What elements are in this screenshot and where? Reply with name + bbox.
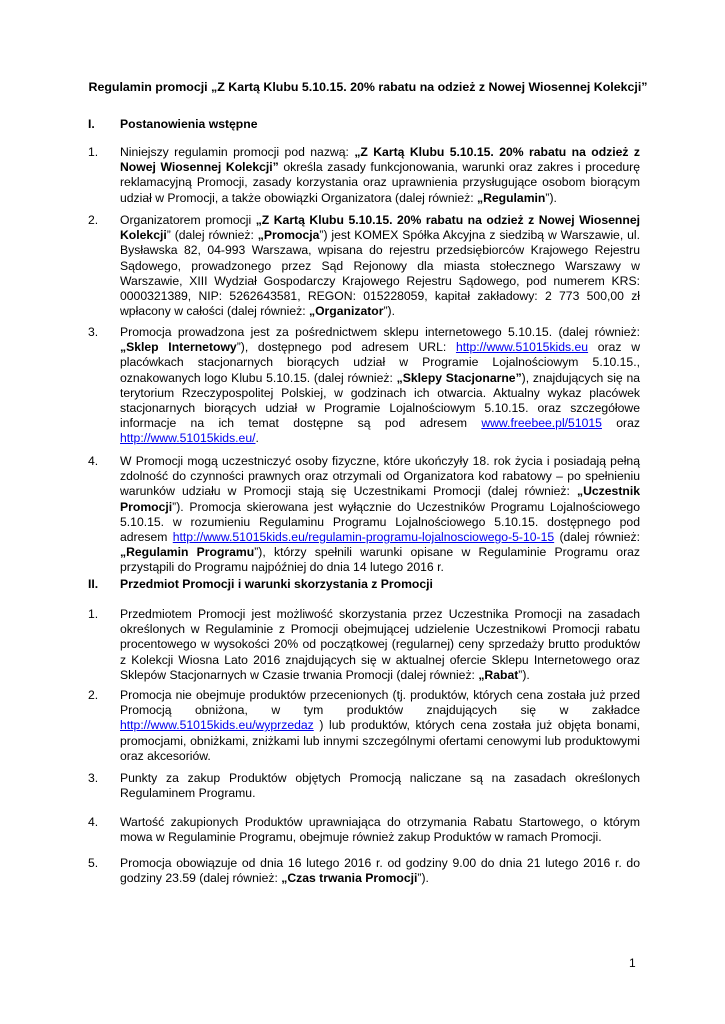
paragraph-text: Promocja prowadzona jest za pośrednictwem sklepu internetowego 5.10.15. (dalej również: „Sklep Internetowy”), dostępnego pod adresem URL: http://www.51015kids.eu oraz w placówkach stacjonarnych biorących udział w Programie Lojalnościowym 5.10.15., oznakowanych logo Klubu 5.10.15. (dalej również: „Sklepy Stacjonarne”), znajdujących się na terytorium Rzeczypospolitej Polskiej, w godzinach ich otwarcia. Aktualny wykaz placówek stacjonarnych biorących udział w Programie Lojalnościowym 5.10.15. oraz szczegółowe informacje na ich temat dostępne są pod adresem www.freebee.pl/51015 oraz http://www.51015kids.eu/. — [120, 325, 640, 446]
document-title: Regulamin promocji „Z Kartą Klubu 5.10.15. 20% rabatu na odzież z Nowej Wiosennej Kolekcji” — [88, 80, 648, 94]
section-title: Postanowienia wstępne — [120, 117, 258, 131]
paragraph-text: Punkty za zakup Produktów objętych Promocją naliczane są na zasadach określonych Regulaminem Programu. — [120, 771, 640, 801]
paragraph-number: 3. — [88, 325, 99, 339]
paragraph-2-2 — [88, 688, 640, 764]
paragraph-2-5 — [88, 856, 640, 886]
paragraph-1-4 — [88, 454, 640, 576]
paragraph-1-3 — [88, 325, 640, 447]
page-number: 1 — [629, 956, 636, 970]
shop-link[interactable]: http://www.51015kids.eu — [455, 340, 589, 355]
paragraph-1-1 — [88, 145, 640, 206]
paragraph-text: Niniejszy regulamin promocji pod nazwą: „Z Kartą Klubu 5.10.15. 20% rabatu na odzież z Nowej Wiosennej Kolekcji” określa zasady funkcjonowania, warunki oraz zakres i procedurę reklamacyjną Promocji, zasady korzystania oraz uprawnienia przysługujące osobom biorącym udział w Promocji, a także obowiązki Organizatora (dalej również: „Regulamin”). — [120, 145, 641, 205]
sale-link[interactable]: http://www.51015kids.eu/wyprzedaz — [120, 718, 314, 733]
freebee-link[interactable]: www.freebee.pl/51015 — [481, 416, 602, 431]
paragraph-text: Wartość zakupionych Produktów uprawniająca do otrzymania Rabatu Startowego, o którym mowa w Regulaminie Programu, obejmuje również zakup Produktów w ramach Promocji. — [120, 815, 640, 845]
paragraph-2-4 — [88, 815, 640, 845]
section-number: I. — [88, 117, 95, 131]
paragraph-number: 1. — [88, 607, 99, 621]
paragraph-text: W Promocji mogą uczestniczyć osoby fizyczne, które ukończyły 18. rok życia i posiadają pełną zdolność do czynności prawnych oraz otrzymali od Organizatora kod rabatowy – po spełnieniu warunków udziału w Promocji stają się Uczestnikami Promocji (dalej również: „Uczestnik Promocji”). Promocja skierowana jest wyłącznie do Uczestników Programu Lojalnościowego 5.10.15. w rozumieniu Regulaminu Programu Lojalnościowego 5.10.15. dostępnego pod adresem http://www.51015kids.eu/regulamin-programu-lojalnosciowego-5-10-15 (dalej również: „Regulamin Programu”), którzy spełnili warunki opisane w Regulaminie Programu oraz przystąpili do Programu najpóźniej do dnia 14 lutego 2016 r. — [120, 454, 640, 575]
section-title: Przedmiot Promocji i warunki skorzystania z Promocji — [120, 577, 433, 591]
paragraph-2-1 — [88, 607, 640, 683]
section-heading-1 — [88, 117, 648, 132]
paragraph-number: 2. — [88, 213, 99, 227]
paragraph-number: 2. — [88, 688, 99, 702]
paragraph-number: 5. — [88, 856, 99, 870]
paragraph-text: Przedmiotem Promocji jest możliwość skorzystania przez Uczestnika Promocji na zasadach określonych w Regulaminie z Promocji obejmującej udzielenie Uczestnikowi Promocji rabatu procentowego w wysokości 20% od początkowej (regularnej) ceny sprzedaży brutto produktów z Kolekcji Wiosna Lato 2016 znajdujących się w aktualnej ofercie Sklepu Internetowego oraz Sklepów Stacjonarnych w Czasie trwania Promocji (dalej również: „Rabat”). — [120, 607, 640, 682]
paragraph-number: 1. — [88, 145, 99, 159]
paragraph-1-2 — [88, 213, 640, 319]
section-heading-2 — [88, 577, 648, 592]
paragraph-text: Promocja nie obejmuje produktów przecenionych (tj. produktów, których cena została już przed Promocją obniżona, w tym produktów znajdujących się w zakładce http://www.51015kids.eu/wyprzedaz ) lub produktów, których cena została już objęta bonami, promocjami, obniżkami, zniżkami lub innymi szczególnymi ofertami cenowymi lub produktowymi oraz akcesoriów. — [120, 688, 640, 763]
shop-home-link[interactable]: http://www.51015kids.eu/ — [120, 431, 256, 446]
paragraph-number: 4. — [88, 454, 99, 468]
paragraph-text: Promocja obowiązuje od dnia 16 lutego 2016 r. od godziny 9.00 do dnia 21 lutego 2016 r. do godziny 23.59 (dalej również: „Czas trwania Promocji”). — [120, 856, 640, 886]
paragraph-number: 3. — [88, 771, 99, 785]
section-number: II. — [88, 577, 99, 591]
paragraph-number: 4. — [88, 815, 99, 829]
paragraph-text: Organizatorem promocji „Z Kartą Klubu 5.10.15. 20% rabatu na odzież z Nowej Wiosennej Kolekcji” (dalej również: „Promocja”) jest KOMEX Spółka Akcyjna z siedzibą w Warszawie, ul. Bysławska 82, 04-993 Warszawa, wpisana do rejestru przedsiębiorców Krajowego Rejestru Sądowego, prowadzonego przez Sąd Rejonowy dla miasta stołecznego Warszawy w Warszawie, XIII Wydział Gospodarczy Krajowego Rejestru Sądowego, pod numerem KRS: 0000321389, NIP: 5262643581, REGON: 015228059, kapitał zakładowy: 2 773 500,00 zł wpłacony w całości (dalej również: „Organizator”). — [120, 213, 640, 319]
paragraph-2-3 — [88, 771, 640, 801]
program-regulations-link[interactable]: http://www.51015kids.eu/regulamin-programu-lojalnosciowego-5-10-15 — [172, 530, 555, 545]
